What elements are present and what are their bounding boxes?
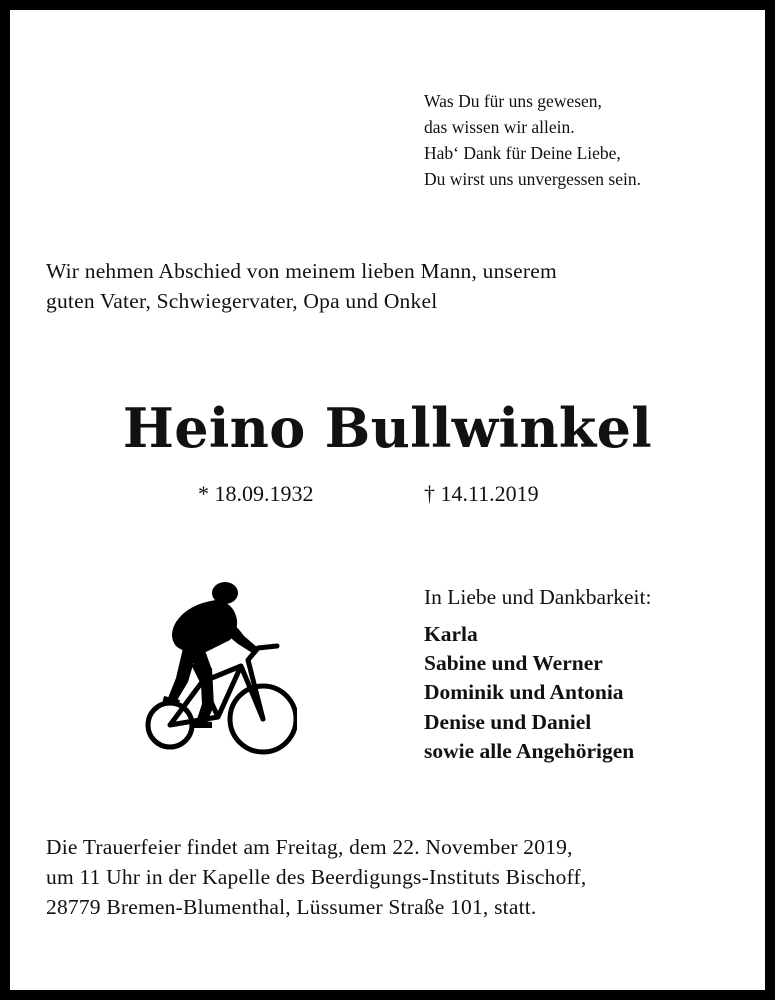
bike-fork — [248, 646, 277, 719]
service-line: um 11 Uhr in der Kapelle des Beerdigungs-Instituts Bischoff, — [46, 865, 587, 889]
poem-line: das wissen wir allein. — [424, 117, 575, 137]
birth-date: * 18.09.1932 — [198, 481, 314, 506]
rider-foot — [192, 720, 212, 728]
death-date: † 14.11.2019 — [424, 481, 539, 506]
mourner-name: Sabine und Werner — [424, 651, 603, 676]
service-line: 28779 Bremen-Blumenthal, Lüssumer Straße 101, statt. — [46, 895, 537, 919]
funeral-service-info — [46, 832, 756, 922]
poem-line: Hab‘ Dank für Deine Liebe, — [424, 143, 621, 163]
mourner-name: Dominik und Antonia — [424, 680, 624, 705]
mourner-name: Denise und Daniel — [424, 709, 592, 734]
mourners-heading: In Liebe und Dankbarkeit: — [424, 585, 652, 609]
intro-line: guten Vater, Schwiegervater, Opa und Onkel — [46, 289, 438, 313]
mourner-name: Karla — [424, 622, 478, 646]
deceased-name: Heino Bullwinkel — [122, 396, 653, 460]
farewell-intro — [46, 256, 746, 316]
mourner-name: sowie alle Angehörigen — [424, 738, 635, 763]
poem-line: Du wirst uns unvergessen sein. — [424, 169, 641, 189]
poem-line: Was Du für uns gewesen, — [424, 91, 602, 111]
mourners-list — [424, 620, 634, 766]
intro-line: Wir nehmen Abschied von meinem lieben Mann, unserem — [46, 259, 557, 283]
cyclist-silhouette-icon — [132, 570, 297, 760]
memorial-poem — [424, 88, 641, 192]
service-line: Die Trauerfeier findet am Freitag, dem 22. November 2019, — [46, 835, 573, 859]
